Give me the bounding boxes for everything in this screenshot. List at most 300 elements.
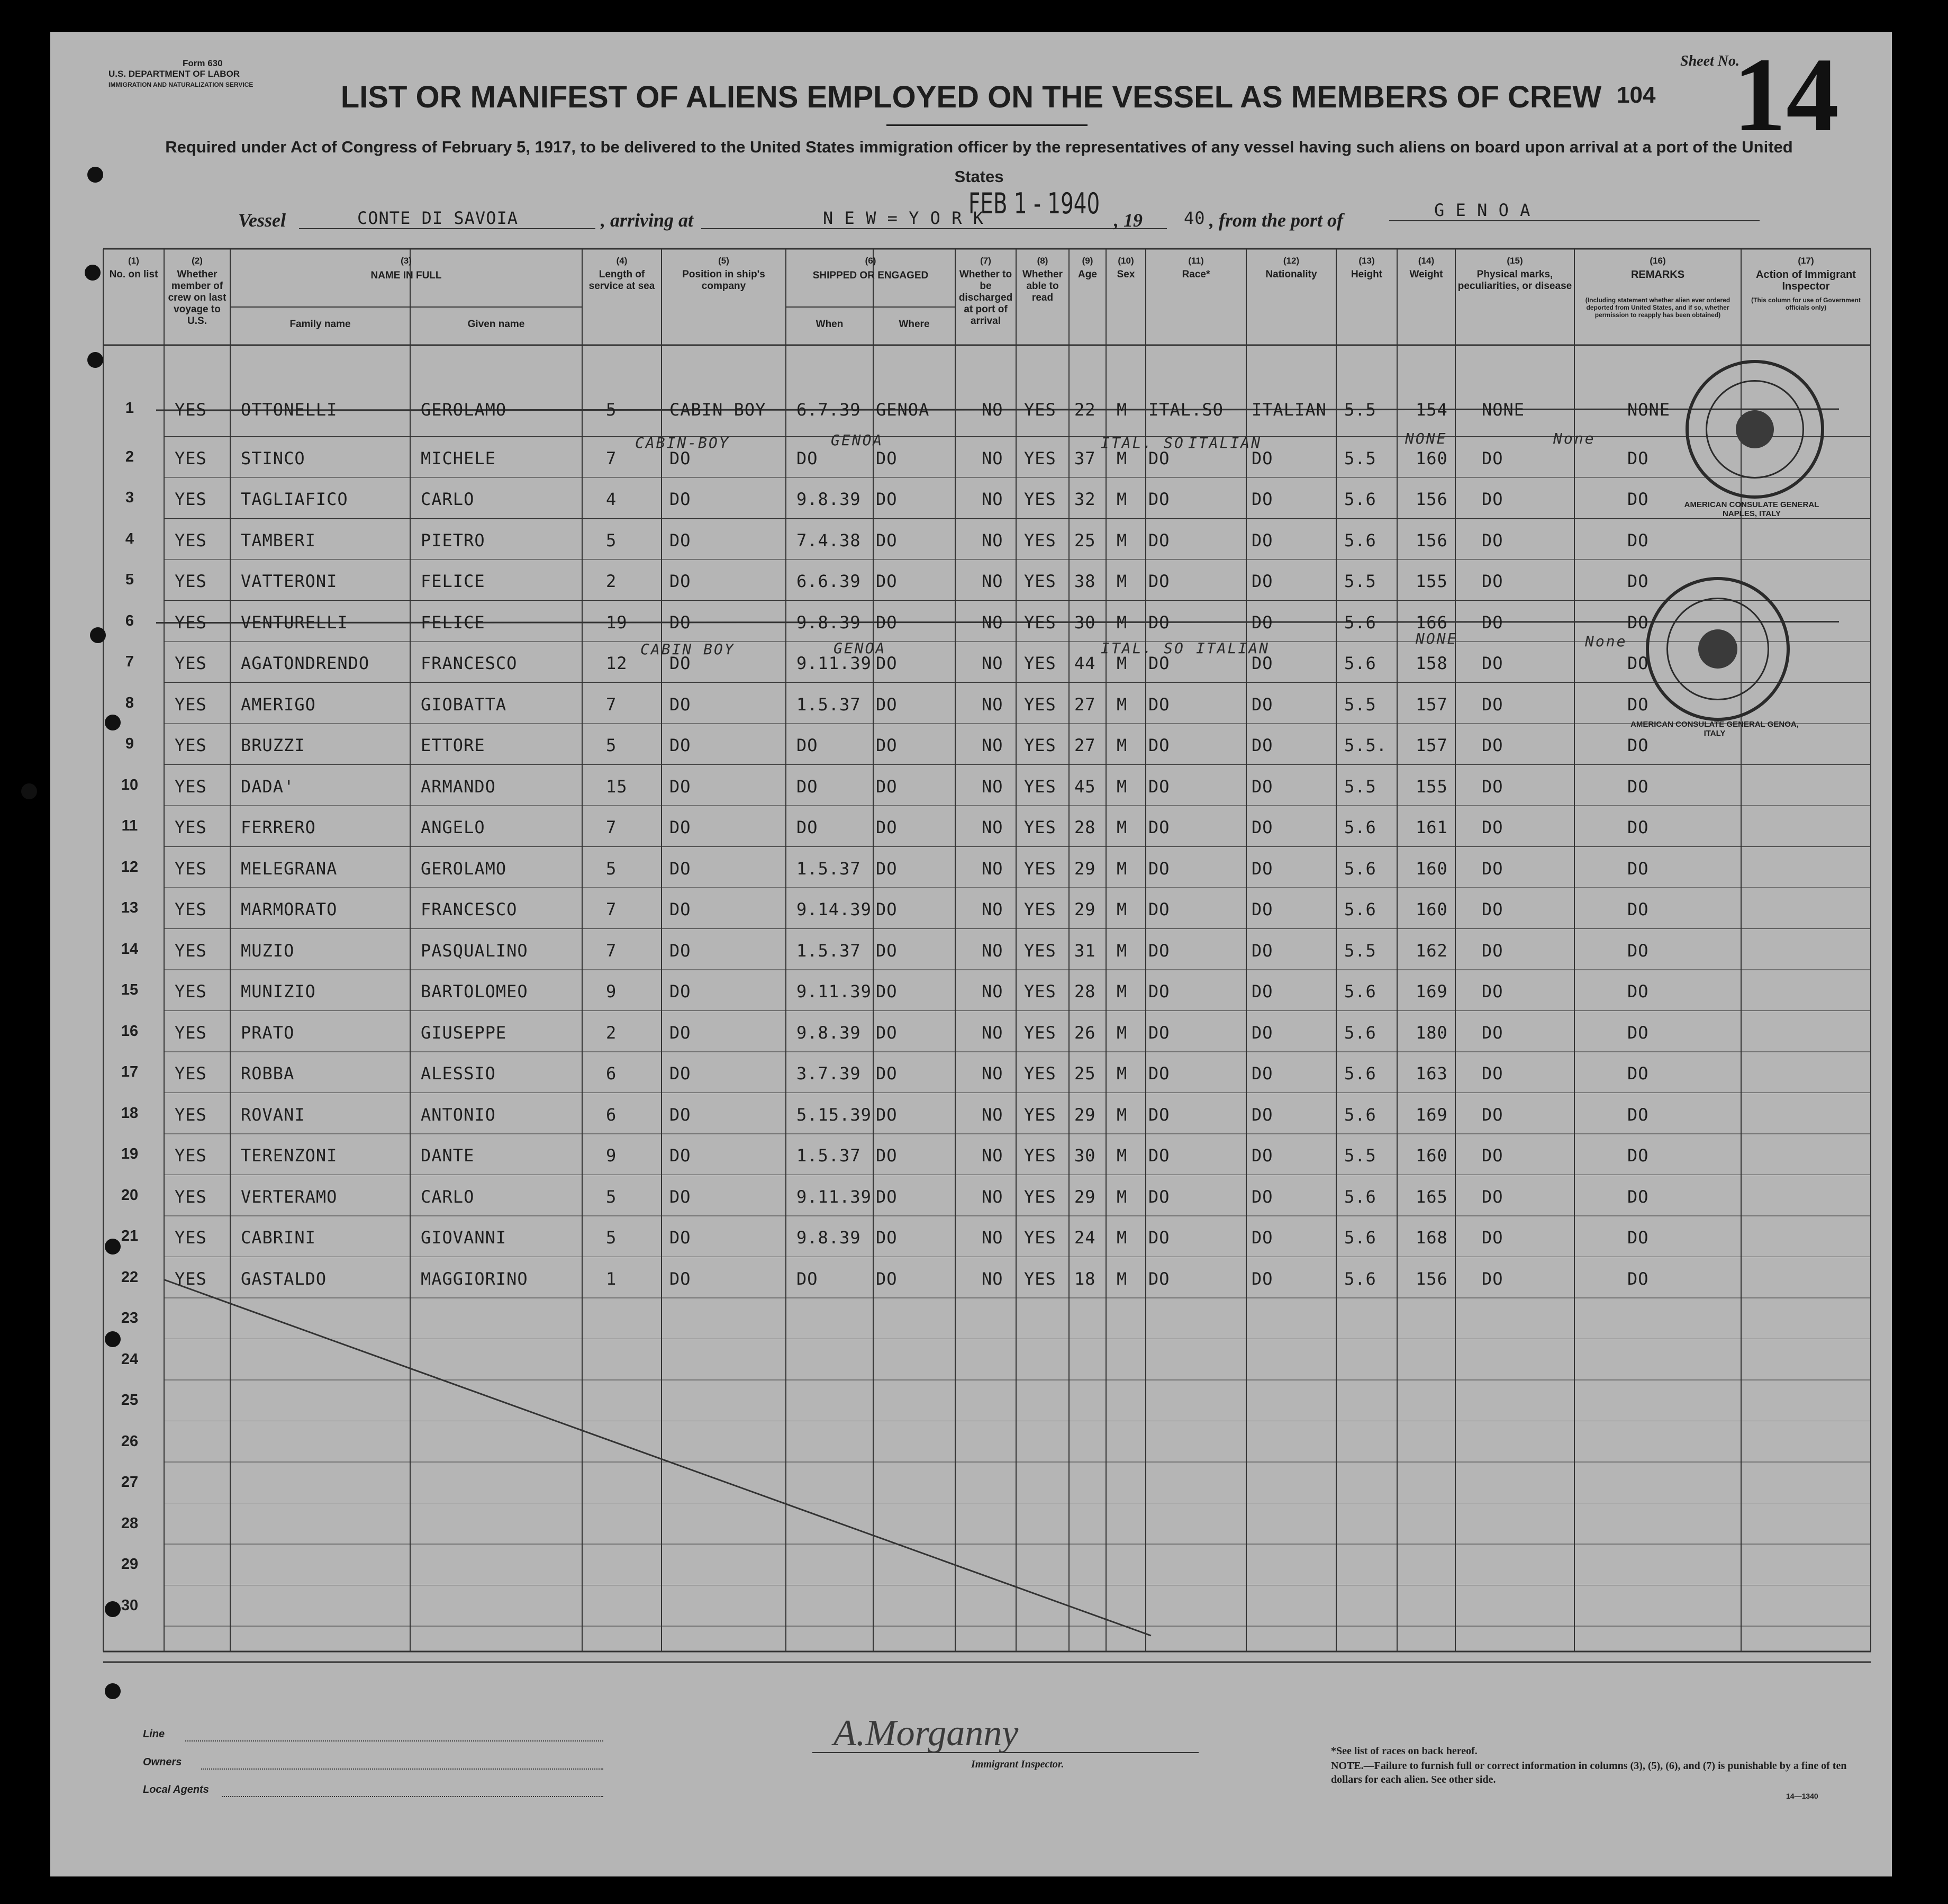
table-row (50, 777, 1892, 803)
row-number: 17 (121, 1063, 139, 1080)
table-row (50, 571, 1892, 598)
hw-r6-nationality: ITALIAN (1196, 639, 1270, 657)
table-row (50, 1145, 1892, 1172)
position: DO (669, 858, 691, 879)
age: 30 (1074, 1145, 1096, 1166)
column-number: (1) (128, 256, 139, 266)
service-length: 5 (606, 735, 617, 755)
sex: M (1117, 1063, 1128, 1084)
shipped-where: DO (876, 735, 898, 755)
table-row (50, 1187, 1892, 1213)
age: 22 (1074, 400, 1096, 420)
nationality: DO (1252, 817, 1273, 837)
given-name: GEROLAMO (421, 858, 507, 879)
shipped-when: 1.5.37 (796, 858, 861, 879)
sex: M (1117, 899, 1128, 919)
sheet-number: 14 (1733, 37, 1839, 154)
failure-note (1331, 1759, 1850, 1786)
race: DO (1148, 1186, 1170, 1207)
weight: 160 (1416, 448, 1448, 468)
shipped-where: DO (876, 571, 898, 591)
given-name: ALESSIO (421, 1063, 496, 1084)
given-name: GIUSEPPE (421, 1022, 507, 1043)
remarks: DO (1627, 940, 1649, 961)
race: DO (1148, 735, 1170, 755)
physical-marks: DO (1482, 653, 1503, 673)
shipped-where: DO (876, 530, 898, 551)
nationality: ITALIAN (1252, 400, 1327, 420)
weight: 162 (1416, 940, 1448, 961)
physical-marks: DO (1482, 489, 1503, 509)
height: 5.5. (1344, 735, 1388, 755)
shipped-when: DO (796, 735, 818, 755)
column-number: (13) (1358, 256, 1375, 266)
column-header-c16: REMARKS (1630, 269, 1685, 281)
service-length: 4 (606, 489, 617, 509)
binder-hole (21, 783, 37, 799)
column-number: (8) (1037, 256, 1048, 266)
able-to-read: YES (1024, 1228, 1056, 1248)
shipped-when: 9.11.39 (796, 653, 872, 673)
able-to-read: YES (1024, 1022, 1056, 1043)
shipped-when: 9.8.39 (796, 612, 861, 633)
sex: M (1117, 981, 1128, 1001)
nationality: DO (1252, 571, 1273, 591)
service-length: 5 (606, 1186, 617, 1207)
last-voyage: YES (175, 1145, 207, 1166)
row-number: 2 (125, 448, 134, 465)
weight: 154 (1416, 400, 1448, 420)
column-header-c4: Length of service at sea (588, 269, 655, 292)
remarks: DO (1627, 1145, 1649, 1166)
shipped-when: 9.14.39 (796, 899, 872, 919)
able-to-read: YES (1024, 571, 1056, 591)
nationality: DO (1252, 1228, 1273, 1248)
last-voyage: YES (175, 612, 207, 633)
height: 5.6 (1344, 1063, 1376, 1084)
department-label: U.S. DEPARTMENT OF LABOR (108, 69, 240, 79)
shipped-when: 7.4.38 (796, 530, 861, 551)
service-length: 5 (606, 858, 617, 879)
physical-marks: DO (1482, 940, 1503, 961)
column-header-c10: Sex (1117, 269, 1135, 280)
able-to-read: YES (1024, 400, 1056, 420)
nationality: DO (1252, 489, 1273, 509)
family-name: VATTERONI (241, 571, 338, 591)
remarks: DO (1627, 899, 1649, 919)
given-name: MICHELE (421, 448, 496, 468)
naples-stamp-text: AMERICAN CONSULATE GENERAL NAPLES, ITALY (1684, 500, 1819, 518)
position: DO (669, 1228, 691, 1248)
age: 31 (1074, 940, 1096, 961)
given-name: PASQUALINO (421, 940, 528, 961)
family-name: PRATO (241, 1022, 295, 1043)
remarks: DO (1627, 1186, 1649, 1207)
discharged: NO (982, 489, 1003, 509)
given-name: ANGELO (421, 817, 485, 837)
able-to-read: YES (1024, 1063, 1056, 1084)
discharged: NO (982, 1228, 1003, 1248)
last-voyage: YES (175, 735, 207, 755)
row-number: 19 (121, 1145, 139, 1162)
physical-marks: DO (1482, 612, 1503, 633)
discharged: NO (982, 530, 1003, 551)
binder-hole (105, 1683, 121, 1699)
nationality: DO (1252, 735, 1273, 755)
height: 5.6 (1344, 653, 1376, 673)
sex: M (1117, 530, 1128, 551)
table-row (50, 653, 1892, 680)
position: DO (669, 1063, 691, 1084)
sex: M (1117, 776, 1128, 797)
nationality: DO (1252, 1104, 1273, 1125)
from-port-label: , from the port of (1209, 210, 1344, 231)
discharged: NO (982, 400, 1003, 420)
row-number: 27 (121, 1474, 139, 1491)
column-number: (6) (865, 256, 876, 266)
last-voyage: YES (175, 1228, 207, 1248)
shipped-when: DO (796, 817, 818, 837)
physical-marks: DO (1482, 735, 1503, 755)
last-voyage: YES (175, 694, 207, 715)
column-header-c8: Whether able to read (1022, 269, 1063, 303)
able-to-read: YES (1024, 448, 1056, 468)
height: 5.6 (1344, 817, 1376, 837)
weight: 156 (1416, 489, 1448, 509)
row-number: 20 (121, 1186, 139, 1204)
sheet-label: Sheet No. (1680, 53, 1739, 69)
discharged: NO (982, 1268, 1003, 1289)
family-name: GASTALDO (241, 1268, 327, 1289)
position: DO (669, 571, 691, 591)
height: 5.6 (1344, 981, 1376, 1001)
race: DO (1148, 1022, 1170, 1043)
column-number: (3) (401, 256, 412, 266)
nationality: DO (1252, 694, 1273, 715)
sex: M (1117, 1104, 1128, 1125)
discharged: NO (982, 448, 1003, 468)
physical-marks: DO (1482, 1063, 1503, 1084)
shipped-when: DO (796, 1268, 818, 1289)
hw-r6-marks: NONE (1416, 630, 1458, 647)
last-voyage: YES (175, 653, 207, 673)
family-name: MUNIZIO (241, 981, 316, 1001)
position: DO (669, 489, 691, 509)
column-header-c17: Action of Immigrant Inspector (1756, 269, 1856, 292)
weight: 166 (1416, 612, 1448, 633)
row-number: 30 (121, 1596, 139, 1614)
given-name: ETTORE (421, 735, 485, 755)
table-row (50, 735, 1892, 762)
remarks: DO (1627, 858, 1649, 879)
shipped-where: DO (876, 776, 898, 797)
service-length: 7 (606, 448, 617, 468)
grid-line (164, 1280, 1151, 1636)
position: DO (669, 448, 691, 468)
vessel-name: CONTE DI SAVOIA (299, 208, 595, 229)
column-header-c5: Position in ship's company (682, 269, 765, 292)
hw-r6-remarks: None (1585, 633, 1627, 650)
column-header-c6: SHIPPED OR ENGAGED (812, 270, 929, 281)
family-name: TAGLIAFICO (241, 489, 348, 509)
binder-hole (105, 1601, 121, 1617)
service-length: 9 (606, 981, 617, 1001)
nationality: DO (1252, 899, 1273, 919)
position: DO (669, 1022, 691, 1043)
height: 5.5 (1344, 940, 1376, 961)
family-name: BRUZZI (241, 735, 305, 755)
age: 28 (1074, 981, 1096, 1001)
column-subheader-c16: (Including statement whether alien ever ordered deported from United States, and if so, whether permission to reapply has been obtained) (1585, 296, 1730, 319)
table-row (50, 899, 1892, 926)
discharged: NO (982, 735, 1003, 755)
row-number: 14 (121, 940, 139, 958)
family-name: VENTURELLI (241, 612, 348, 633)
shipped-when: DO (796, 776, 818, 797)
last-voyage: YES (175, 400, 207, 420)
position: DO (669, 694, 691, 715)
hw-r1-marks: NONE (1405, 430, 1447, 447)
shipped-where: DO (876, 694, 898, 715)
height: 5.5 (1344, 1145, 1376, 1166)
table-row (50, 400, 1892, 426)
weight: 163 (1416, 1063, 1448, 1084)
document-subtitle: Required under Act of Congress of February 5, 1917, to be delivered to the United States immigration officer by the representatives of any vessel having such aliens on board upon arrival at a port of the United States (165, 138, 1793, 186)
discharged: NO (982, 776, 1003, 797)
given-name: CARLO (421, 1186, 475, 1207)
service-length: 7 (606, 940, 617, 961)
remarks: DO (1627, 1063, 1649, 1084)
service-label: IMMIGRATION AND NATURALIZATION SERVICE (108, 81, 253, 88)
owners-field (201, 1768, 603, 1770)
height: 5.6 (1344, 1104, 1376, 1125)
age: 38 (1074, 571, 1096, 591)
service-length: 1 (606, 1268, 617, 1289)
hw-r6-race: ITAL. SO (1101, 639, 1185, 657)
column-header-c2: Whether member of crew on last voyage to U.S. (168, 269, 226, 327)
row-number: 28 (121, 1514, 139, 1532)
shipped-where: DO (876, 1104, 898, 1125)
hw-r1-where: GENOA (831, 431, 884, 449)
owners-label: Owners (143, 1756, 182, 1768)
able-to-read: YES (1024, 735, 1056, 755)
discharged: NO (982, 1104, 1003, 1125)
naples-consulate-stamp (1686, 360, 1824, 499)
race: DO (1148, 981, 1170, 1001)
row-number: 22 (121, 1268, 139, 1286)
shipped-where: GENOA (876, 400, 930, 420)
family-name: TERENZONI (241, 1145, 338, 1166)
column-header-c1: No. on list (109, 269, 158, 280)
family-name: MARMORATO (241, 899, 338, 919)
physical-marks: DO (1482, 571, 1503, 591)
last-voyage: YES (175, 940, 207, 961)
able-to-read: YES (1024, 1268, 1056, 1289)
age: 32 (1074, 489, 1096, 509)
binder-hole (105, 1331, 121, 1347)
race: DO (1148, 899, 1170, 919)
position: DO (669, 940, 691, 961)
table-row (50, 694, 1892, 721)
form-code: 14—1340 (1786, 1792, 1818, 1800)
arriving-port: N E W = Y O R K (701, 208, 1167, 229)
service-length: 7 (606, 694, 617, 715)
column-header-where: Where (899, 319, 930, 330)
shipped-when: 6.6.39 (796, 571, 861, 591)
last-voyage: YES (175, 571, 207, 591)
nationality: DO (1252, 1022, 1273, 1043)
table-row (50, 1269, 1892, 1295)
physical-marks: DO (1482, 1186, 1503, 1207)
service-length: 5 (606, 400, 617, 420)
row-number: 12 (121, 858, 139, 876)
table-row (50, 981, 1892, 1008)
row-number: 11 (121, 817, 138, 834)
sex: M (1117, 400, 1128, 420)
able-to-read: YES (1024, 817, 1056, 837)
hw-r1-position: CABIN-BOY (635, 434, 730, 452)
shipped-where: DO (876, 817, 898, 837)
sex: M (1117, 489, 1128, 509)
discharged: NO (982, 612, 1003, 633)
sex: M (1117, 1145, 1128, 1166)
age: 18 (1074, 1268, 1096, 1289)
given-name: CARLO (421, 489, 475, 509)
shipped-where: DO (876, 981, 898, 1001)
discharged: NO (982, 899, 1003, 919)
family-name: AGATONDRENDO (241, 653, 370, 673)
age: 24 (1074, 1228, 1096, 1248)
row-number: 9 (125, 735, 134, 752)
shipped-when: 9.11.39 (796, 981, 872, 1001)
discharged: NO (982, 1186, 1003, 1207)
age: 37 (1074, 448, 1096, 468)
year-prefix: , 19 (1114, 210, 1143, 231)
remarks: DO (1627, 489, 1649, 509)
binder-hole (90, 627, 106, 643)
table-row (50, 489, 1892, 516)
column-header-c14: Weight (1409, 269, 1443, 280)
race: DO (1148, 694, 1170, 715)
nationality: DO (1252, 530, 1273, 551)
discharged: NO (982, 1063, 1003, 1084)
table-row (50, 448, 1892, 475)
age: 29 (1074, 1186, 1096, 1207)
column-number: (11) (1188, 256, 1204, 266)
height: 5.6 (1344, 858, 1376, 879)
race: DO (1148, 571, 1170, 591)
height: 5.6 (1344, 1186, 1376, 1207)
remarks: DO (1627, 571, 1649, 591)
physical-marks: DO (1482, 1268, 1503, 1289)
position: DO (669, 1186, 691, 1207)
weight: 157 (1416, 735, 1448, 755)
last-voyage: YES (175, 1268, 207, 1289)
service-length: 9 (606, 1145, 617, 1166)
service-length: 7 (606, 899, 617, 919)
service-length: 6 (606, 1104, 617, 1125)
race: DO (1148, 530, 1170, 551)
remarks: NONE (1627, 400, 1671, 420)
races-note: *See list of races on back hereof. (1331, 1745, 1478, 1757)
shipped-where: DO (876, 448, 898, 468)
line-field (185, 1740, 603, 1741)
column-header-c7: Whether to be discharged at port of arrival (958, 269, 1013, 327)
sex: M (1117, 571, 1128, 591)
race: DO (1148, 489, 1170, 509)
hw-r1-nationality: ITALIAN (1188, 434, 1262, 452)
service-length: 2 (606, 571, 617, 591)
remarks: DO (1627, 735, 1649, 755)
row-number: 3 (125, 489, 134, 506)
discharged: NO (982, 571, 1003, 591)
weight: 165 (1416, 1186, 1448, 1207)
row-number: 7 (125, 653, 134, 670)
column-header-c11: Race* (1182, 269, 1210, 280)
family-name: STINCO (241, 448, 305, 468)
from-port: G E N O A (1389, 200, 1760, 221)
remarks: DO (1627, 1104, 1649, 1125)
physical-marks: DO (1482, 1022, 1503, 1043)
given-name: PIETRO (421, 530, 485, 551)
nationality: DO (1252, 653, 1273, 673)
family-name: MELEGRANA (241, 858, 338, 879)
weight: 168 (1416, 1228, 1448, 1248)
family-name: TAMBERI (241, 530, 316, 551)
row-number: 21 (121, 1228, 139, 1244)
race: DO (1148, 1104, 1170, 1125)
column-header-family-name: Family name (289, 319, 351, 330)
physical-marks: DO (1482, 981, 1503, 1001)
service-length: 2 (606, 1022, 617, 1043)
table-row (50, 530, 1892, 557)
binder-hole (87, 167, 103, 183)
physical-marks: DO (1482, 530, 1503, 551)
manifest-sheet (50, 32, 1892, 1876)
able-to-read: YES (1024, 530, 1056, 551)
given-name: ARMANDO (421, 776, 496, 797)
shipped-where: DO (876, 1186, 898, 1207)
nationality: DO (1252, 940, 1273, 961)
binder-hole (105, 715, 121, 730)
sex: M (1117, 1268, 1128, 1289)
note-label: NOTE. (1331, 1760, 1364, 1772)
given-name: GIOVANNI (421, 1228, 507, 1248)
service-length: 12 (606, 653, 628, 673)
race: DO (1148, 1145, 1170, 1166)
race: DO (1148, 1268, 1170, 1289)
given-name: BARTOLOMEO (421, 981, 528, 1001)
line-label: Line (143, 1728, 165, 1740)
table-row (50, 1228, 1892, 1254)
race: DO (1148, 448, 1170, 468)
discharged: NO (982, 1145, 1003, 1166)
sex: M (1117, 448, 1128, 468)
height: 5.6 (1344, 612, 1376, 633)
local-agents-label: Local Agents (143, 1784, 209, 1795)
weight: 160 (1416, 858, 1448, 879)
discharged: NO (982, 1022, 1003, 1043)
position: DO (669, 776, 691, 797)
family-name: OTTONELLI (241, 400, 338, 420)
shipped-when: 9.8.39 (796, 1022, 861, 1043)
discharged: NO (982, 940, 1003, 961)
family-name: FERRERO (241, 817, 316, 837)
binder-hole (85, 265, 101, 281)
shipped-where: DO (876, 899, 898, 919)
position: DO (669, 735, 691, 755)
column-header-c12: Nationality (1265, 269, 1317, 280)
